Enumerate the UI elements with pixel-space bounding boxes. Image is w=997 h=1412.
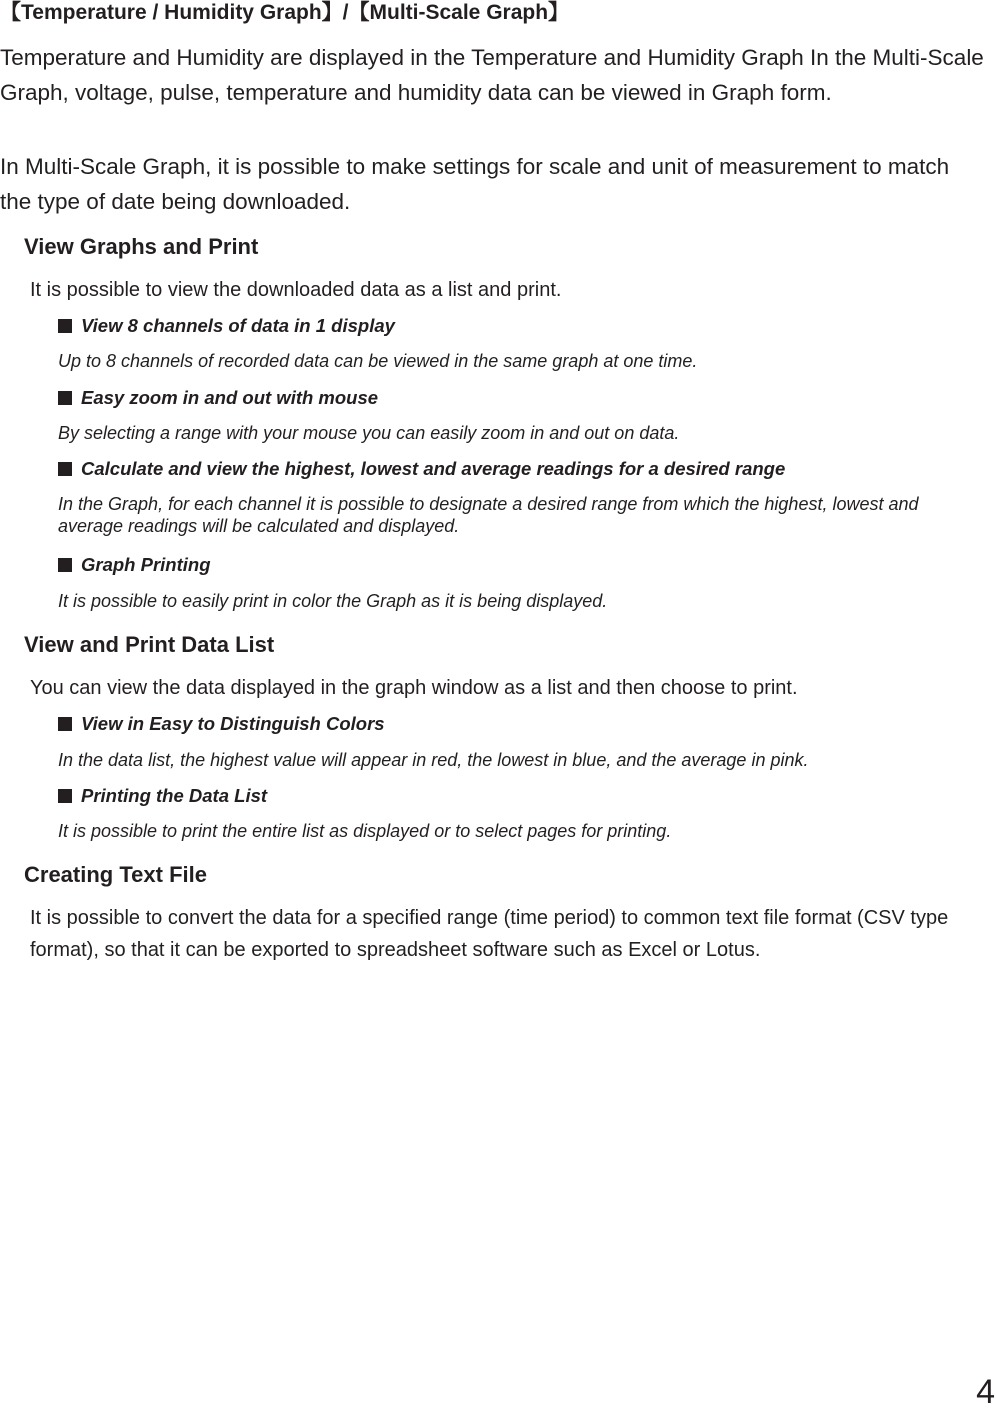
- section-lead-data-list: You can view the data displayed in the graph window as a list and then choose to print.: [30, 677, 798, 699]
- square-bullet-icon: [58, 462, 72, 476]
- feature-title-text: Graph Printing: [81, 554, 211, 575]
- feature-description: In the Graph, for each channel it is possible to designate a desired range from which the highest, lowest and average readings will be calculated and displayed.: [58, 494, 919, 536]
- feature-title: [58, 314, 395, 338]
- square-bullet-icon: [58, 717, 72, 731]
- feature-description: It is possible to easily print in color the Graph as it is being displayed.: [58, 591, 608, 611]
- section-heading-text-file: Creating Text File: [24, 862, 207, 887]
- feature-title-text: Printing the Data List: [81, 785, 268, 806]
- feature-title-text: Easy zoom in and out with mouse: [81, 387, 379, 408]
- feature-title-text: View in Easy to Distinguish Colors: [81, 713, 385, 734]
- intro-paragraph-2: In Multi-Scale Graph, it is possible to make settings for scale and unit of measurement to match the type of date being downloaded.: [0, 154, 950, 214]
- feature-description: It is possible to print the entire list as displayed or to select pages for printing.: [58, 821, 672, 841]
- square-bullet-icon: [58, 789, 72, 803]
- feature-title-text: View 8 channels of data in 1 display: [81, 315, 395, 336]
- intro-paragraph-1: Temperature and Humidity are displayed in the Temperature and Humidity Graph In the Multi-Scale Graph, voltage, pulse, temperature and humidity data can be viewed in Graph form.: [0, 45, 984, 105]
- section-lead-text-file: It is possible to convert the data for a specified range (time period) to common text file format (CSV type format), so that it can be exported to spreadsheet software such as Excel or Lotus.: [30, 907, 949, 961]
- section-heading-view-graphs: View Graphs and Print: [24, 234, 259, 259]
- square-bullet-icon: [58, 391, 72, 405]
- feature-title: [58, 457, 785, 481]
- feature-title: [58, 712, 385, 736]
- feature-description: Up to 8 channels of recorded data can be viewed in the same graph at one time.: [58, 351, 698, 371]
- section-lead-view-graphs: It is possible to view the downloaded data as a list and print.: [30, 279, 562, 301]
- square-bullet-icon: [58, 319, 72, 333]
- square-bullet-icon: [58, 558, 72, 572]
- feature-title: [58, 784, 267, 808]
- feature-title-text: Calculate and view the highest, lowest and average readings for a desired range: [81, 458, 786, 479]
- page-number: 4: [976, 1373, 995, 1411]
- feature-description: In the data list, the highest value will appear in red, the lowest in blue, and the average in pink.: [58, 750, 809, 770]
- page-title: 【Temperature / Humidity Graph】/【Multi-Scale Graph】: [0, 1, 570, 24]
- section-heading-data-list: View and Print Data List: [24, 632, 275, 657]
- feature-title: [58, 386, 378, 410]
- feature-description: By selecting a range with your mouse you can easily zoom in and out on data.: [58, 423, 680, 443]
- feature-title: [58, 553, 211, 577]
